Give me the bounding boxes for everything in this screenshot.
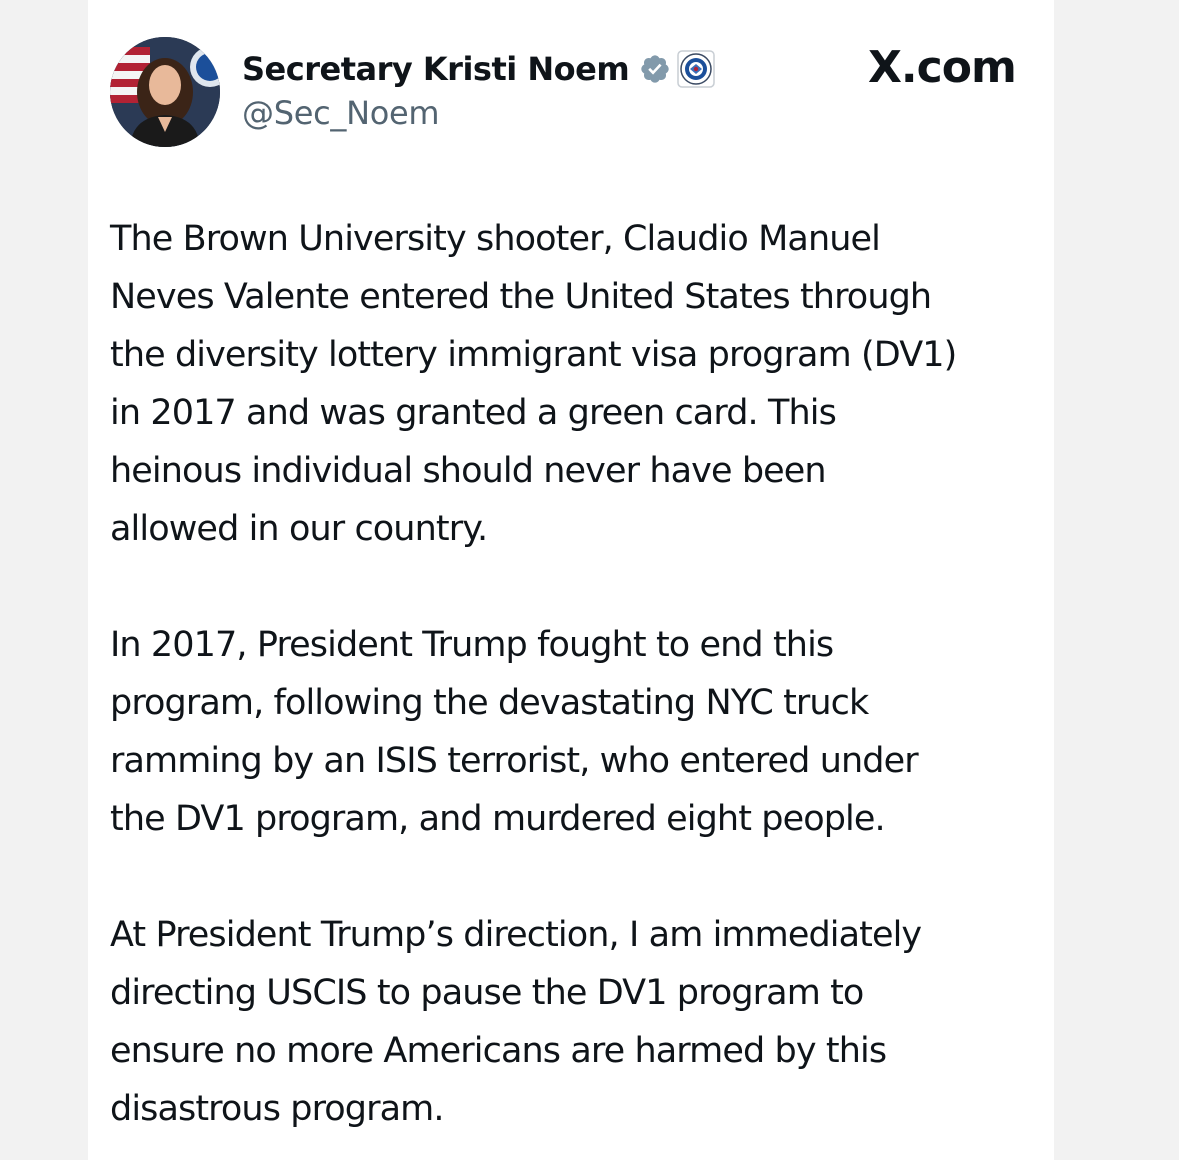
tweet-line: program, following the devastating NYC truck bbox=[110, 683, 869, 723]
profile-photo-icon bbox=[110, 37, 220, 147]
tweet-line: allowed in our country. bbox=[110, 509, 488, 549]
tweet-paragraph bbox=[110, 210, 1050, 558]
tweet-line: ramming by an ISIS terrorist, who entered under bbox=[110, 741, 918, 781]
tweet-line: heinous individual should never have been bbox=[110, 451, 826, 491]
author-handle[interactable]: @Sec_Noem bbox=[242, 94, 440, 132]
tweet-line: disastrous program. bbox=[110, 1089, 444, 1129]
avatar[interactable] bbox=[110, 37, 220, 147]
tweet-paragraph bbox=[110, 906, 1050, 1138]
tweet-line: The Brown University shooter, Claudio Manuel bbox=[110, 219, 880, 259]
tweet-line: ensure no more Americans are harmed by this bbox=[110, 1031, 887, 1071]
dhs-seal-icon bbox=[677, 50, 715, 88]
tweet-line: Neves Valente entered the United States through bbox=[110, 277, 932, 317]
tweet-paragraph bbox=[110, 616, 1050, 848]
tweet-line: the diversity lottery immigrant visa program (DV1) bbox=[110, 335, 957, 375]
author-name-row[interactable] bbox=[242, 48, 715, 90]
tweet-line: directing USCIS to pause the DV1 program to bbox=[110, 973, 864, 1013]
tweet-line: In 2017, President Trump fought to end this bbox=[110, 625, 834, 665]
x-com-brand-label: X.com bbox=[868, 42, 1016, 93]
tweet-line: in 2017 and was granted a green card. This bbox=[110, 393, 836, 433]
author-display-name[interactable]: Secretary Kristi Noem bbox=[242, 50, 630, 88]
tweet-body bbox=[110, 210, 1050, 1160]
verified-badge-icon bbox=[639, 53, 671, 85]
tweet-line: At President Trump’s direction, I am immediately bbox=[110, 915, 922, 955]
tweet-line: the DV1 program, and murdered eight people. bbox=[110, 799, 885, 839]
